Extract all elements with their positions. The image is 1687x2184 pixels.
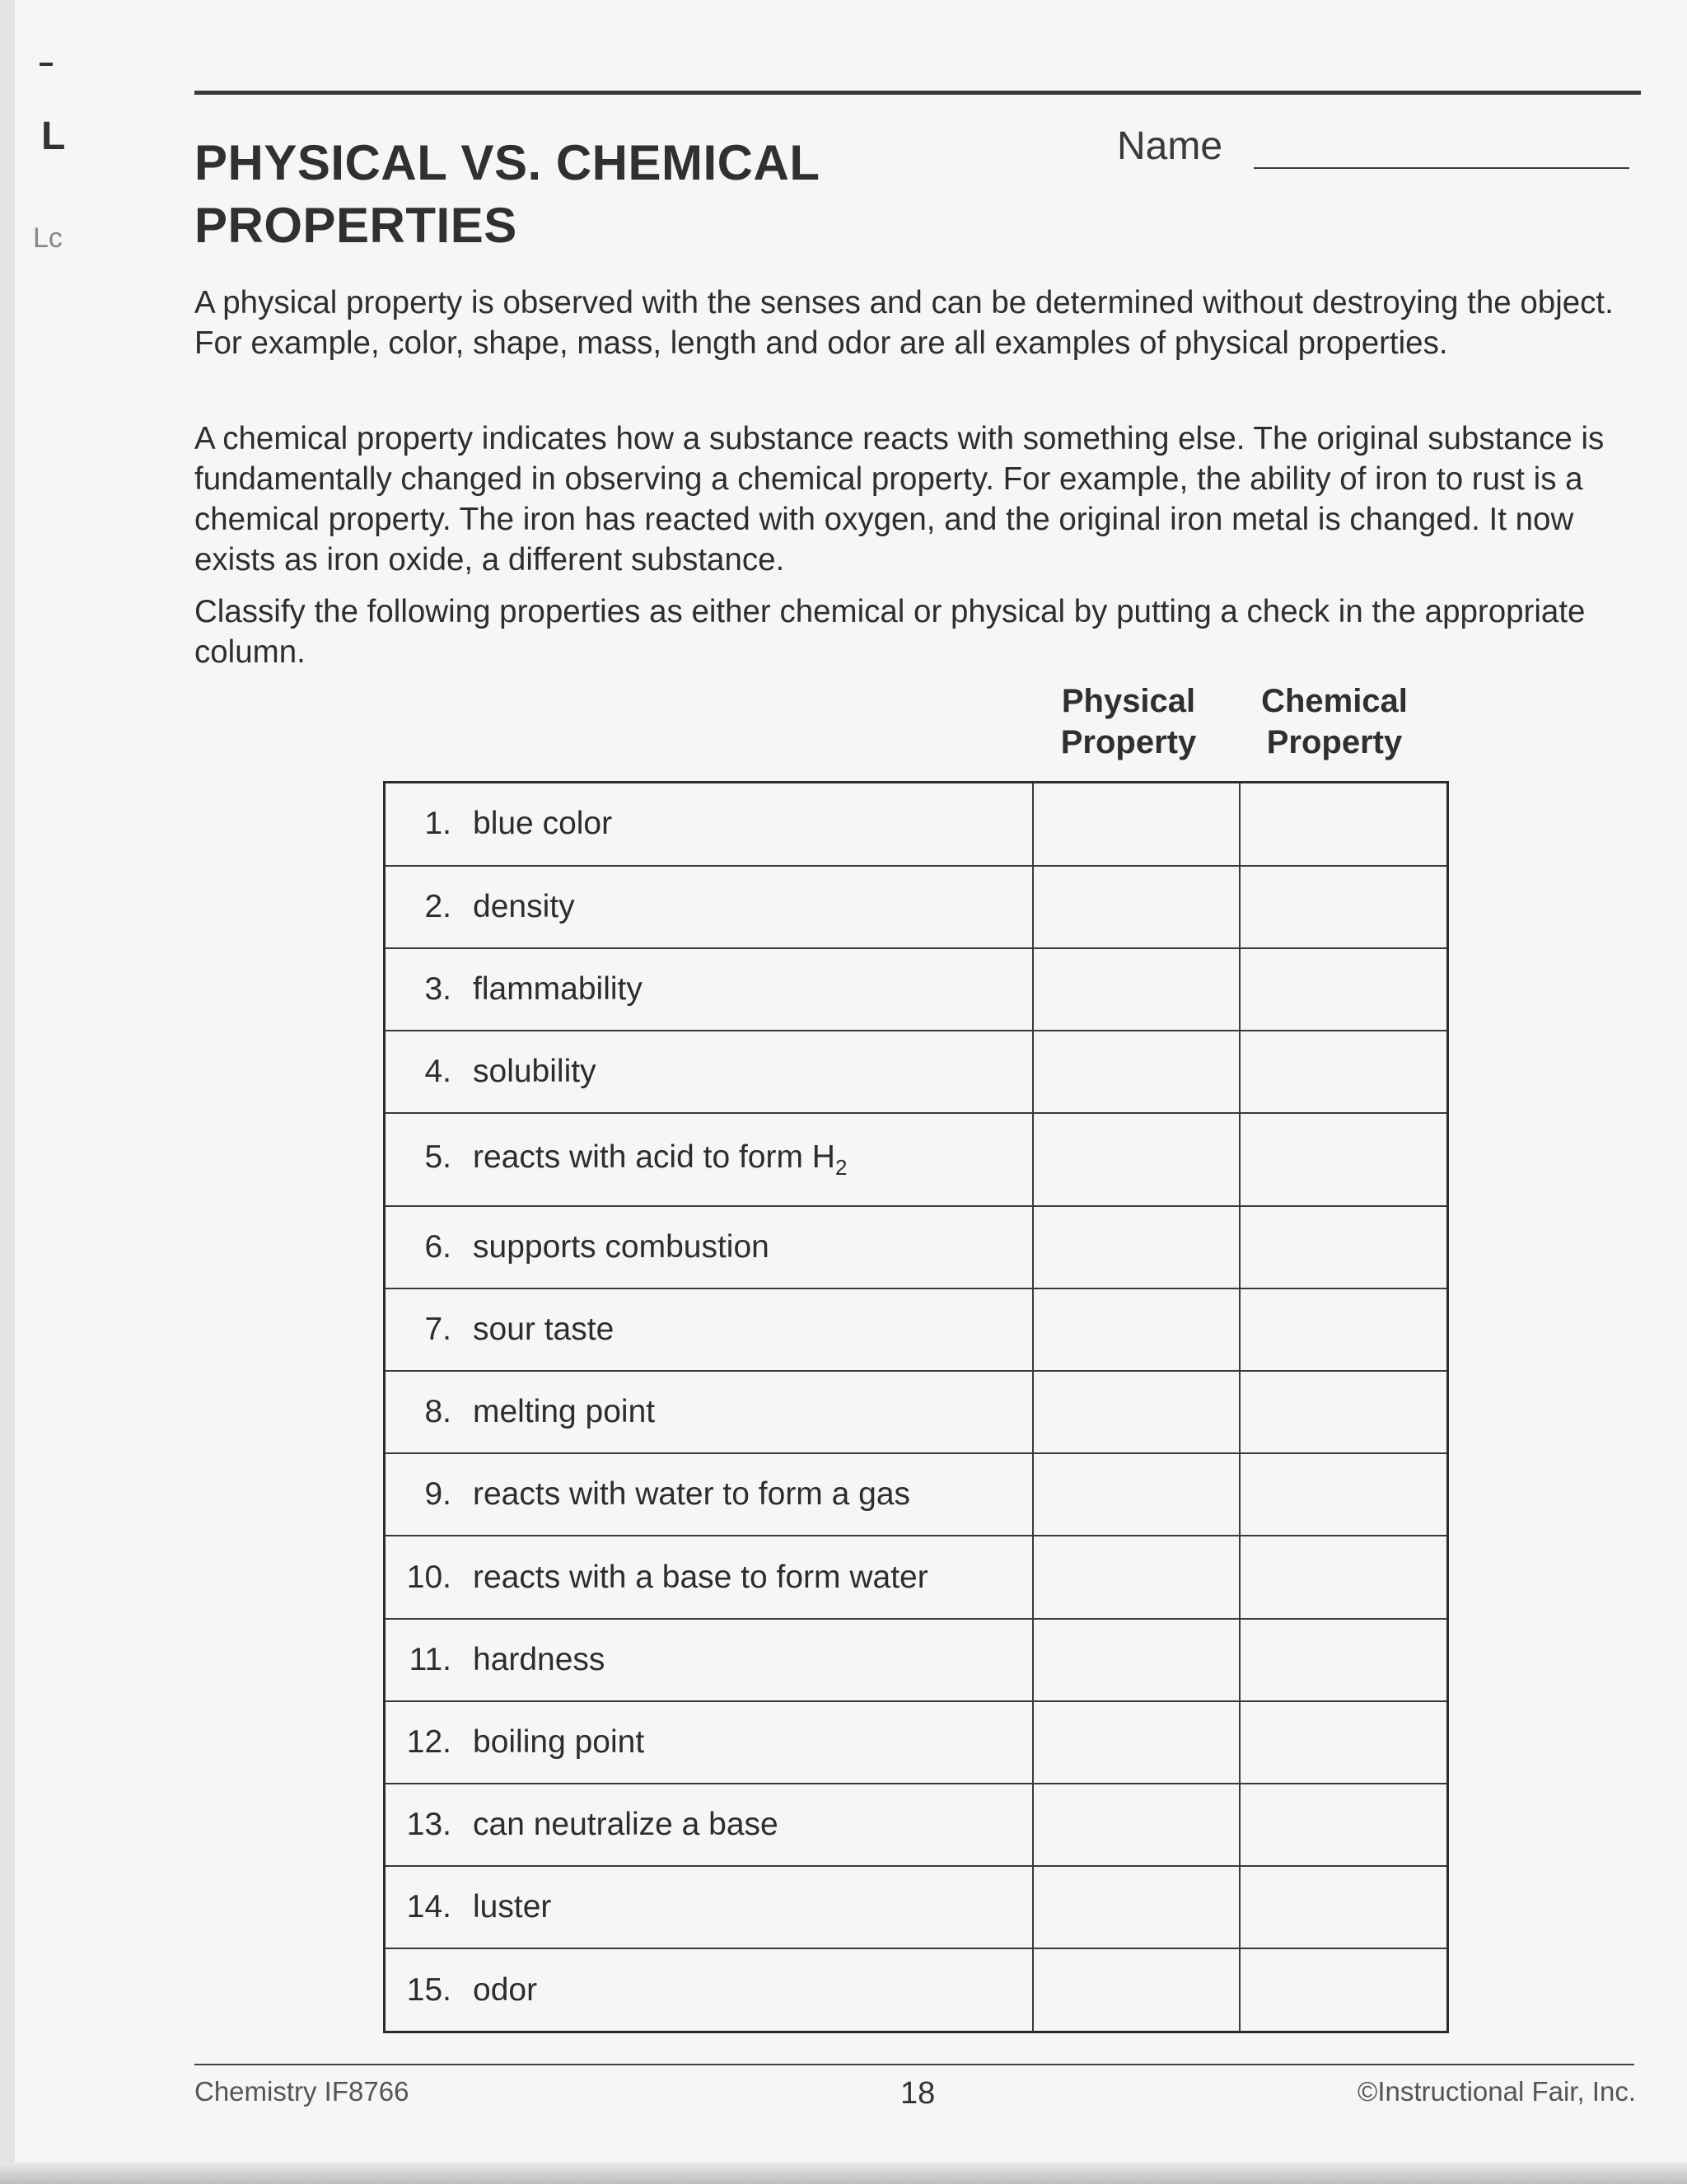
property-number: 12. [406,1723,451,1760]
table-row [385,1453,1448,1536]
property-text: flammability [473,970,643,1007]
physical-check-cell[interactable] [1033,1031,1241,1113]
table-row [385,1288,1448,1371]
property-text: reacts with acid to form H [473,1139,835,1175]
table-row [385,1536,1448,1618]
property-text: luster [473,1889,552,1925]
chemical-header-line-1: Chemical [1261,683,1408,719]
property-text: blue color [473,806,613,842]
property-cell [385,1113,1033,1206]
name-field[interactable] [1254,167,1629,169]
property-number: 2. [424,888,451,924]
scan-bottom-edge [0,2163,1687,2184]
property-text: sour taste [473,1312,615,1348]
chemical-check-cell[interactable] [1240,866,1447,948]
chemical-header-line-2: Property [1266,724,1403,760]
property-cell [385,1371,1033,1453]
physical-property-column-header [1026,680,1231,763]
property-cell [385,1948,1033,2032]
property-cell [385,1031,1033,1113]
property-text: boiling point [473,1723,645,1760]
physical-check-cell[interactable] [1033,1371,1241,1453]
physical-check-cell[interactable] [1033,866,1241,948]
property-text: solubility [473,1054,596,1090]
table-row [385,1113,1448,1206]
property-number: 4. [424,1054,451,1090]
property-cell [385,1619,1033,1701]
physical-property-paragraph: A physical property is observed with the senses and can be determined without destroying the object. For example, color, shape, mass, length and odor are all examples of physical properties. [194,285,1614,361]
table-row [385,866,1448,948]
physical-check-cell[interactable] [1033,948,1241,1031]
footer-rule [194,2064,1634,2065]
property-cell [385,1701,1033,1784]
property-cell [385,1536,1033,1618]
physical-check-cell[interactable] [1033,1866,1241,1948]
property-text: reacts with a base to form water [473,1559,928,1595]
property-number: 15. [406,1971,451,2008]
chemical-check-cell[interactable] [1240,1031,1447,1113]
name-label: Name [1117,124,1223,168]
table-row [385,1206,1448,1288]
chemical-check-cell[interactable] [1240,1866,1447,1948]
chemical-check-cell[interactable] [1240,1206,1447,1288]
chemical-check-cell[interactable] [1240,1288,1447,1371]
property-text: odor [473,1971,538,2008]
property-number: 6. [424,1228,451,1265]
physical-check-cell[interactable] [1033,1619,1241,1701]
property-number: 11. [409,1641,451,1677]
table-row [385,1784,1448,1866]
chemical-check-cell[interactable] [1240,1948,1447,2032]
property-text: supports combustion [473,1228,769,1265]
property-text: hardness [473,1641,605,1677]
chemical-check-cell[interactable] [1240,1784,1447,1866]
property-cell [385,1288,1033,1371]
property-text: melting point [473,1394,656,1430]
physical-check-cell[interactable] [1033,783,1241,866]
instructions-paragraph: Classify the following properties as either chemical or physical by putting a check in the appropriate column. [194,594,1586,670]
physical-check-cell[interactable] [1033,1453,1241,1536]
page-title [194,132,1018,257]
chemical-check-cell[interactable] [1240,1453,1447,1536]
footer-copyright: ©Instructional Fair, Inc. [1358,2076,1636,2107]
physical-check-cell[interactable] [1033,1536,1241,1618]
property-number: 5. [424,1139,451,1175]
subscript: 2 [834,1154,848,1180]
physical-check-cell[interactable] [1033,1948,1241,2032]
table-row [385,783,1448,866]
property-cell [385,866,1033,948]
property-text: density [473,888,575,924]
property-number: 7. [424,1312,451,1348]
physical-check-cell[interactable] [1033,1288,1241,1371]
title-line-2: PROPERTIES [194,198,517,253]
title-line-1: PHYSICAL VS. CHEMICAL [194,135,820,190]
chemical-check-cell[interactable] [1240,1113,1447,1206]
property-number: 1. [424,806,451,842]
physical-check-cell[interactable] [1033,1113,1241,1206]
property-text: reacts with water to form a gas [473,1476,911,1513]
table-row [385,948,1448,1031]
physical-header-line-1: Physical [1061,683,1196,719]
property-cell [385,948,1033,1031]
property-cell [385,1453,1033,1536]
property-text: can neutralize a base [473,1806,778,1842]
footer-book-id: Chemistry IF8766 [194,2076,409,2107]
chemical-check-cell[interactable] [1240,783,1447,866]
properties-table [383,781,1449,2033]
property-number: 13. [406,1806,451,1842]
table-row [385,1371,1448,1453]
margin-dash [40,63,53,66]
margin-mark-l: L [41,115,66,158]
physical-check-cell[interactable] [1033,1206,1241,1288]
margin-mark-lc: Lc [33,222,63,254]
physical-header-line-2: Property [1060,724,1197,760]
chemical-check-cell[interactable] [1240,948,1447,1031]
chemical-check-cell[interactable] [1240,1371,1447,1453]
chemical-property-column-header [1231,680,1437,763]
top-rule [194,91,1641,95]
property-number: 9. [424,1476,451,1513]
property-number: 10. [406,1559,451,1595]
table-row [385,1031,1448,1113]
property-number: 14. [406,1889,451,1925]
chemical-check-cell[interactable] [1240,1701,1447,1784]
table-row [385,1866,1448,1948]
physical-check-cell[interactable] [1033,1701,1241,1784]
page-number: 18 [900,2076,936,2111]
property-cell [385,1866,1033,1948]
property-cell [385,1784,1033,1866]
table-row [385,1948,1448,2032]
table-row [385,1619,1448,1701]
chemical-check-cell[interactable] [1240,1619,1447,1701]
property-cell [385,783,1033,866]
property-cell [385,1206,1033,1288]
scan-edge [0,0,15,2184]
table-row [385,1701,1448,1784]
chemical-property-paragraph: A chemical property indicates how a substance reacts with something else. The original substance is fundamentally changed in observing a chemical property. For example, the ability of iron to rust is a chemical property. The iron has reacted with oxygen, and the original iron metal is changed. It now exists as iron oxide, a different substance. [194,421,1605,578]
property-number: 3. [424,970,451,1007]
property-number: 8. [424,1394,451,1430]
chemical-check-cell[interactable] [1240,1536,1447,1618]
physical-check-cell[interactable] [1033,1784,1241,1866]
